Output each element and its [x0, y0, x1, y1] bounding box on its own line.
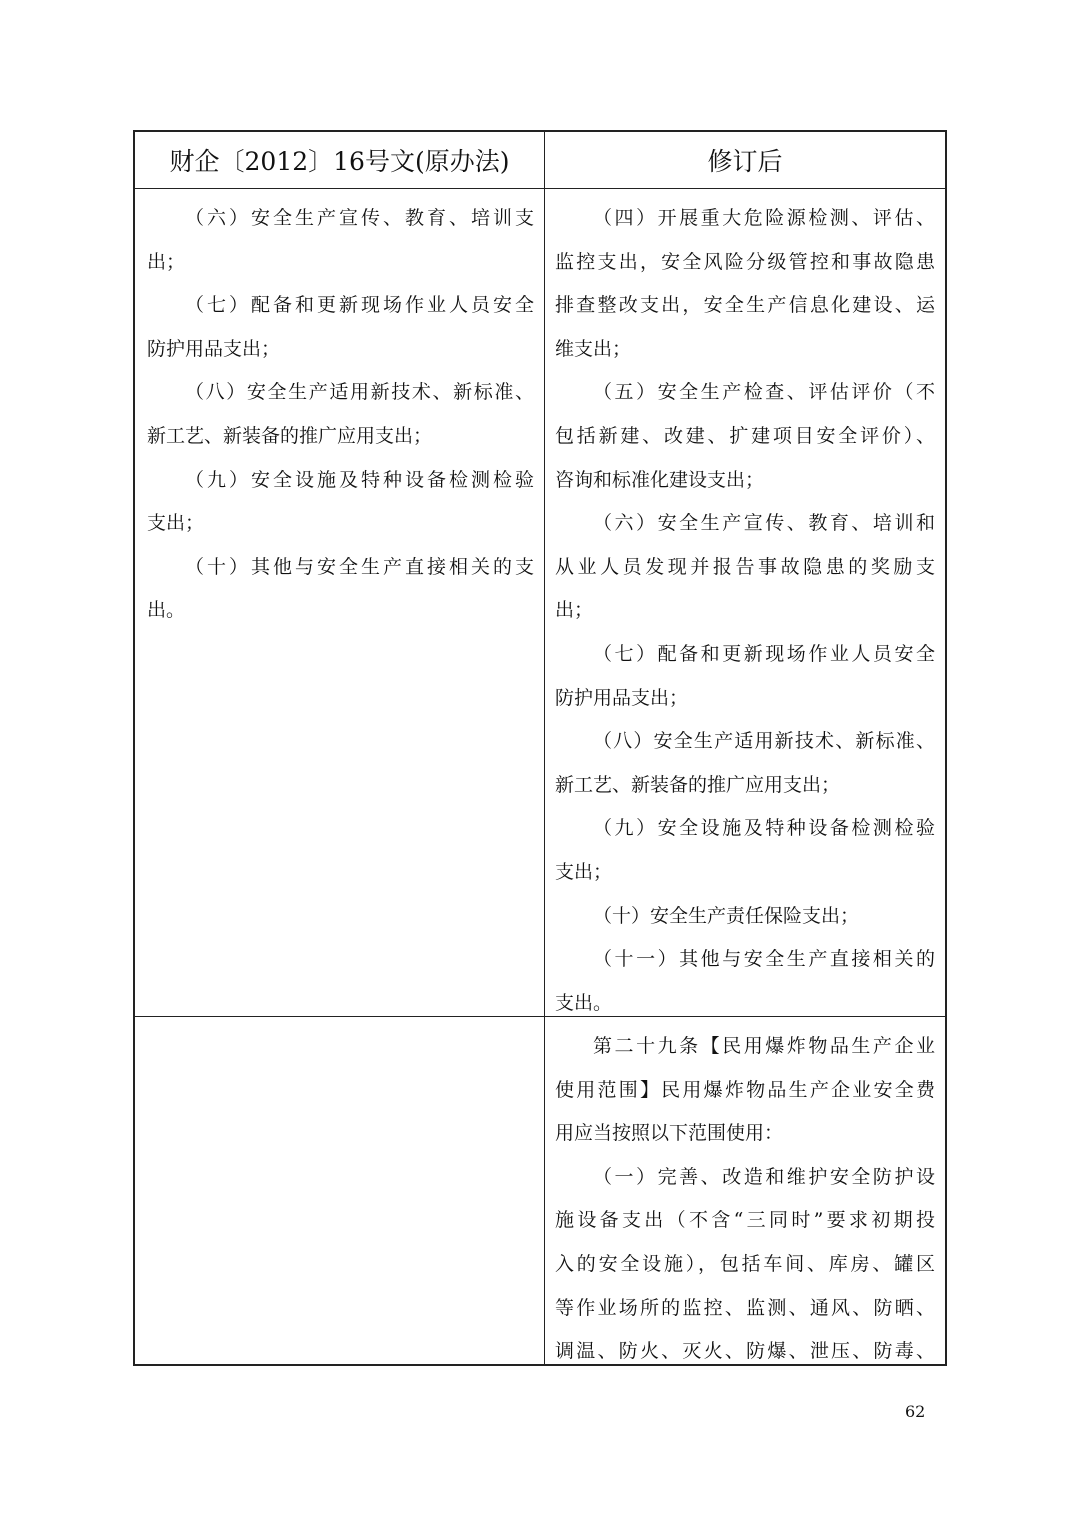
- text-line: 新工艺、新装备的推广应用支出；: [555, 773, 841, 796]
- text-line: 支出；: [147, 512, 205, 535]
- page-number: 62: [905, 1402, 926, 1421]
- text-line: 入的安全设施），包括车间、库房、罐区: [555, 1252, 935, 1275]
- text-line: （九）安全设施及特种设备检测检验: [593, 817, 935, 840]
- text-line: （九）安全设施及特种设备检测检验: [185, 468, 534, 491]
- text-line: 等作业场所的监控、监测、通风、防晒、: [555, 1296, 935, 1319]
- text-line: 从业人员发现并报告事故隐患的奖励支: [555, 555, 935, 578]
- text-line: 排查整改支出，安全生产信息化建设、运: [555, 294, 935, 317]
- text-line: 防护用品支出；: [555, 686, 689, 709]
- text-line: （五）安全生产检查、评估评价（不: [593, 381, 935, 404]
- text-line: 维支出；: [555, 337, 632, 360]
- comparison-table: [133, 130, 947, 1366]
- text-line: （六）安全生产宣传、教育、培训和: [593, 512, 935, 535]
- text-line: 使用范围】民用爆炸物品生产企业安全费: [555, 1078, 935, 1101]
- text-line: 新工艺、新装备的推广应用支出；: [147, 424, 433, 447]
- header-revised: 修订后: [707, 147, 783, 176]
- text-line: （十一）其他与安全生产直接相关的: [593, 948, 935, 971]
- text-line: 支出。: [555, 991, 613, 1014]
- text-line: 出。: [147, 599, 186, 622]
- text-line: 支出；: [555, 860, 613, 883]
- text-line: 出；: [147, 250, 186, 273]
- text-line: （八）安全生产适用新技术、新标准、: [593, 730, 935, 753]
- text-line: 监控支出，安全风险分级管控和事故隐患: [555, 250, 935, 273]
- text-line: 第二十九条【民用爆炸物品生产企业: [593, 1035, 935, 1057]
- text-line: 咨询和标准化建设支出；: [555, 468, 765, 491]
- text-line: （六）安全生产宣传、教育、培训支: [185, 207, 534, 229]
- header-original: 财企〔2012〕16号文(原办法): [169, 147, 510, 176]
- original-text-cell: [135, 197, 544, 633]
- text-line: 施设备支出（不含“三同时”要求初期投: [555, 1209, 935, 1232]
- text-line: 防护用品支出；: [147, 337, 281, 360]
- text-line: （八）安全生产适用新技术、新标准、: [185, 381, 534, 404]
- revised-text-cell: [545, 197, 945, 1025]
- revised-row2-cell: [545, 1025, 945, 1374]
- text-line: 用应当按照以下范围使用：: [555, 1122, 784, 1145]
- text-line: （十）其他与安全生产直接相关的支: [185, 555, 534, 578]
- header-divider: [135, 188, 945, 189]
- text-line: 包括新建、改建、扩建项目安全评价）、: [555, 424, 935, 447]
- text-line: （四）开展重大危险源检测、评估、: [593, 207, 935, 229]
- text-line: （一）完善、改造和维护安全防护设: [593, 1165, 935, 1188]
- text-line: （十）安全生产责任保险支出；: [593, 904, 860, 927]
- text-line: （七）配备和更新现场作业人员安全: [185, 294, 534, 317]
- text-line: 出；: [555, 599, 594, 622]
- text-line: 调温、防火、灭火、防爆、泄压、防毒、: [555, 1340, 935, 1363]
- text-line: （七）配备和更新现场作业人员安全: [593, 642, 935, 665]
